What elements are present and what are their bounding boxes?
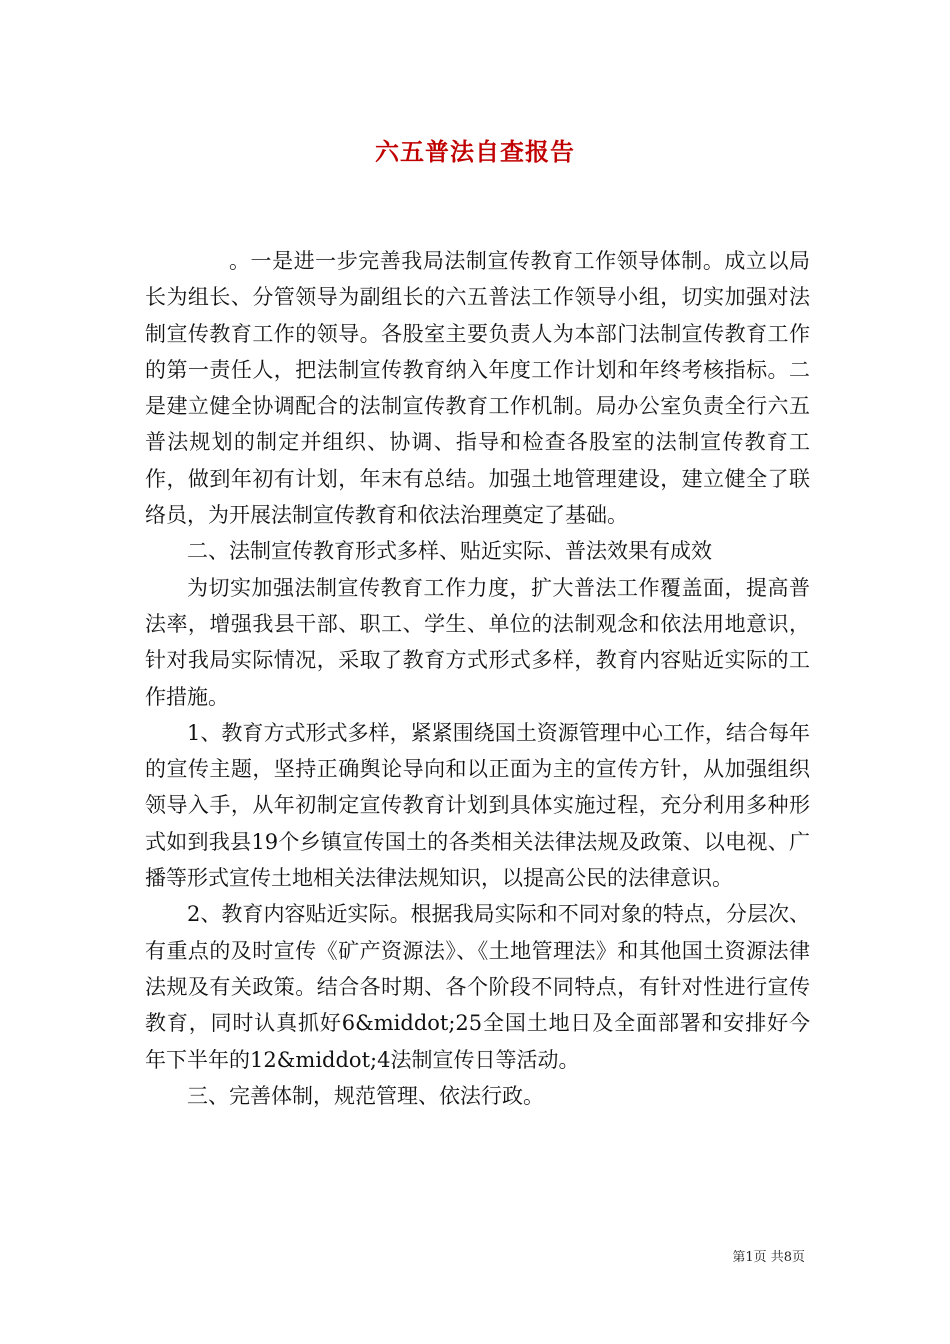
document-title: 六五普法自查报告 [375,137,575,166]
section-heading-2: 二、法制宣传教育形式多样、贴近实际、普法效果有成效 [187,539,712,564]
paragraph-item-2: 2、教育内容贴近实际。根据我局实际和不同对象的特点，分层次、有重点的及时宣传《矿产资源法》、《土地管理法》和其他国土资源法律法规及有关政策。结合各时期、各个阶段不同特点，有针对性进行宣传教育，同时认真抓好6&middot;25全国土地日及全面部署和安排好今年下半年的12&middot;4法制宣传日等活动。 [145,902,810,1072]
section-heading-3: 三、完善体制，规范管理、依法行政。 [187,1083,544,1108]
paragraph-measures: 为切实加强法制宣传教育工作力度，扩大普法工作覆盖面，提高普法率，增强我县干部、职工、学生、单位的法制观念和依法用地意识，针对我局实际情况，采取了教育方式形式多样，教育内容贴近实际的工作措施。 [145,575,810,709]
page-number: 第1页 共8页 [732,1250,805,1265]
paragraph-leadership: 。一是进一步完善我局法制宣传教育工作领导体制。成立以局长为组长、分管领导为副组长的六五普法工作领导小组，切实加强对法制宣传教育工作的领导。各股室主要负责人为本部门法制宣传教育工作的第一责任人，把法制宣传教育纳入年度工作计划和年终考核指标。二是建立健全协调配合的法制宣传教育工作机制。局办公室负责全行六五普法规划的制定并组织、协调、指导和检查各股室的法制宣传教育工作，做到年初有计划，年末有总结。加强土地管理建设，建立健全了联络员，为开展法制宣传教育和依法治理奠定了基础。 [145,249,810,528]
document-body [145,243,810,1114]
paragraph-item-1: 1、教育方式形式多样，紧紧围绕国土资源管理中心工作，结合每年的宣传主题，坚持正确舆论导向和以正面为主的宣传方针，从加强组织领导入手，从年初制定宣传教育计划到具体实施过程，充分利用多种形式如到我县19个乡镇宣传国土的各类相关法律法规及政策、以电视、广播等形式宣传土地相关法律法规知识，以提高公民的法律意识。 [145,720,810,891]
